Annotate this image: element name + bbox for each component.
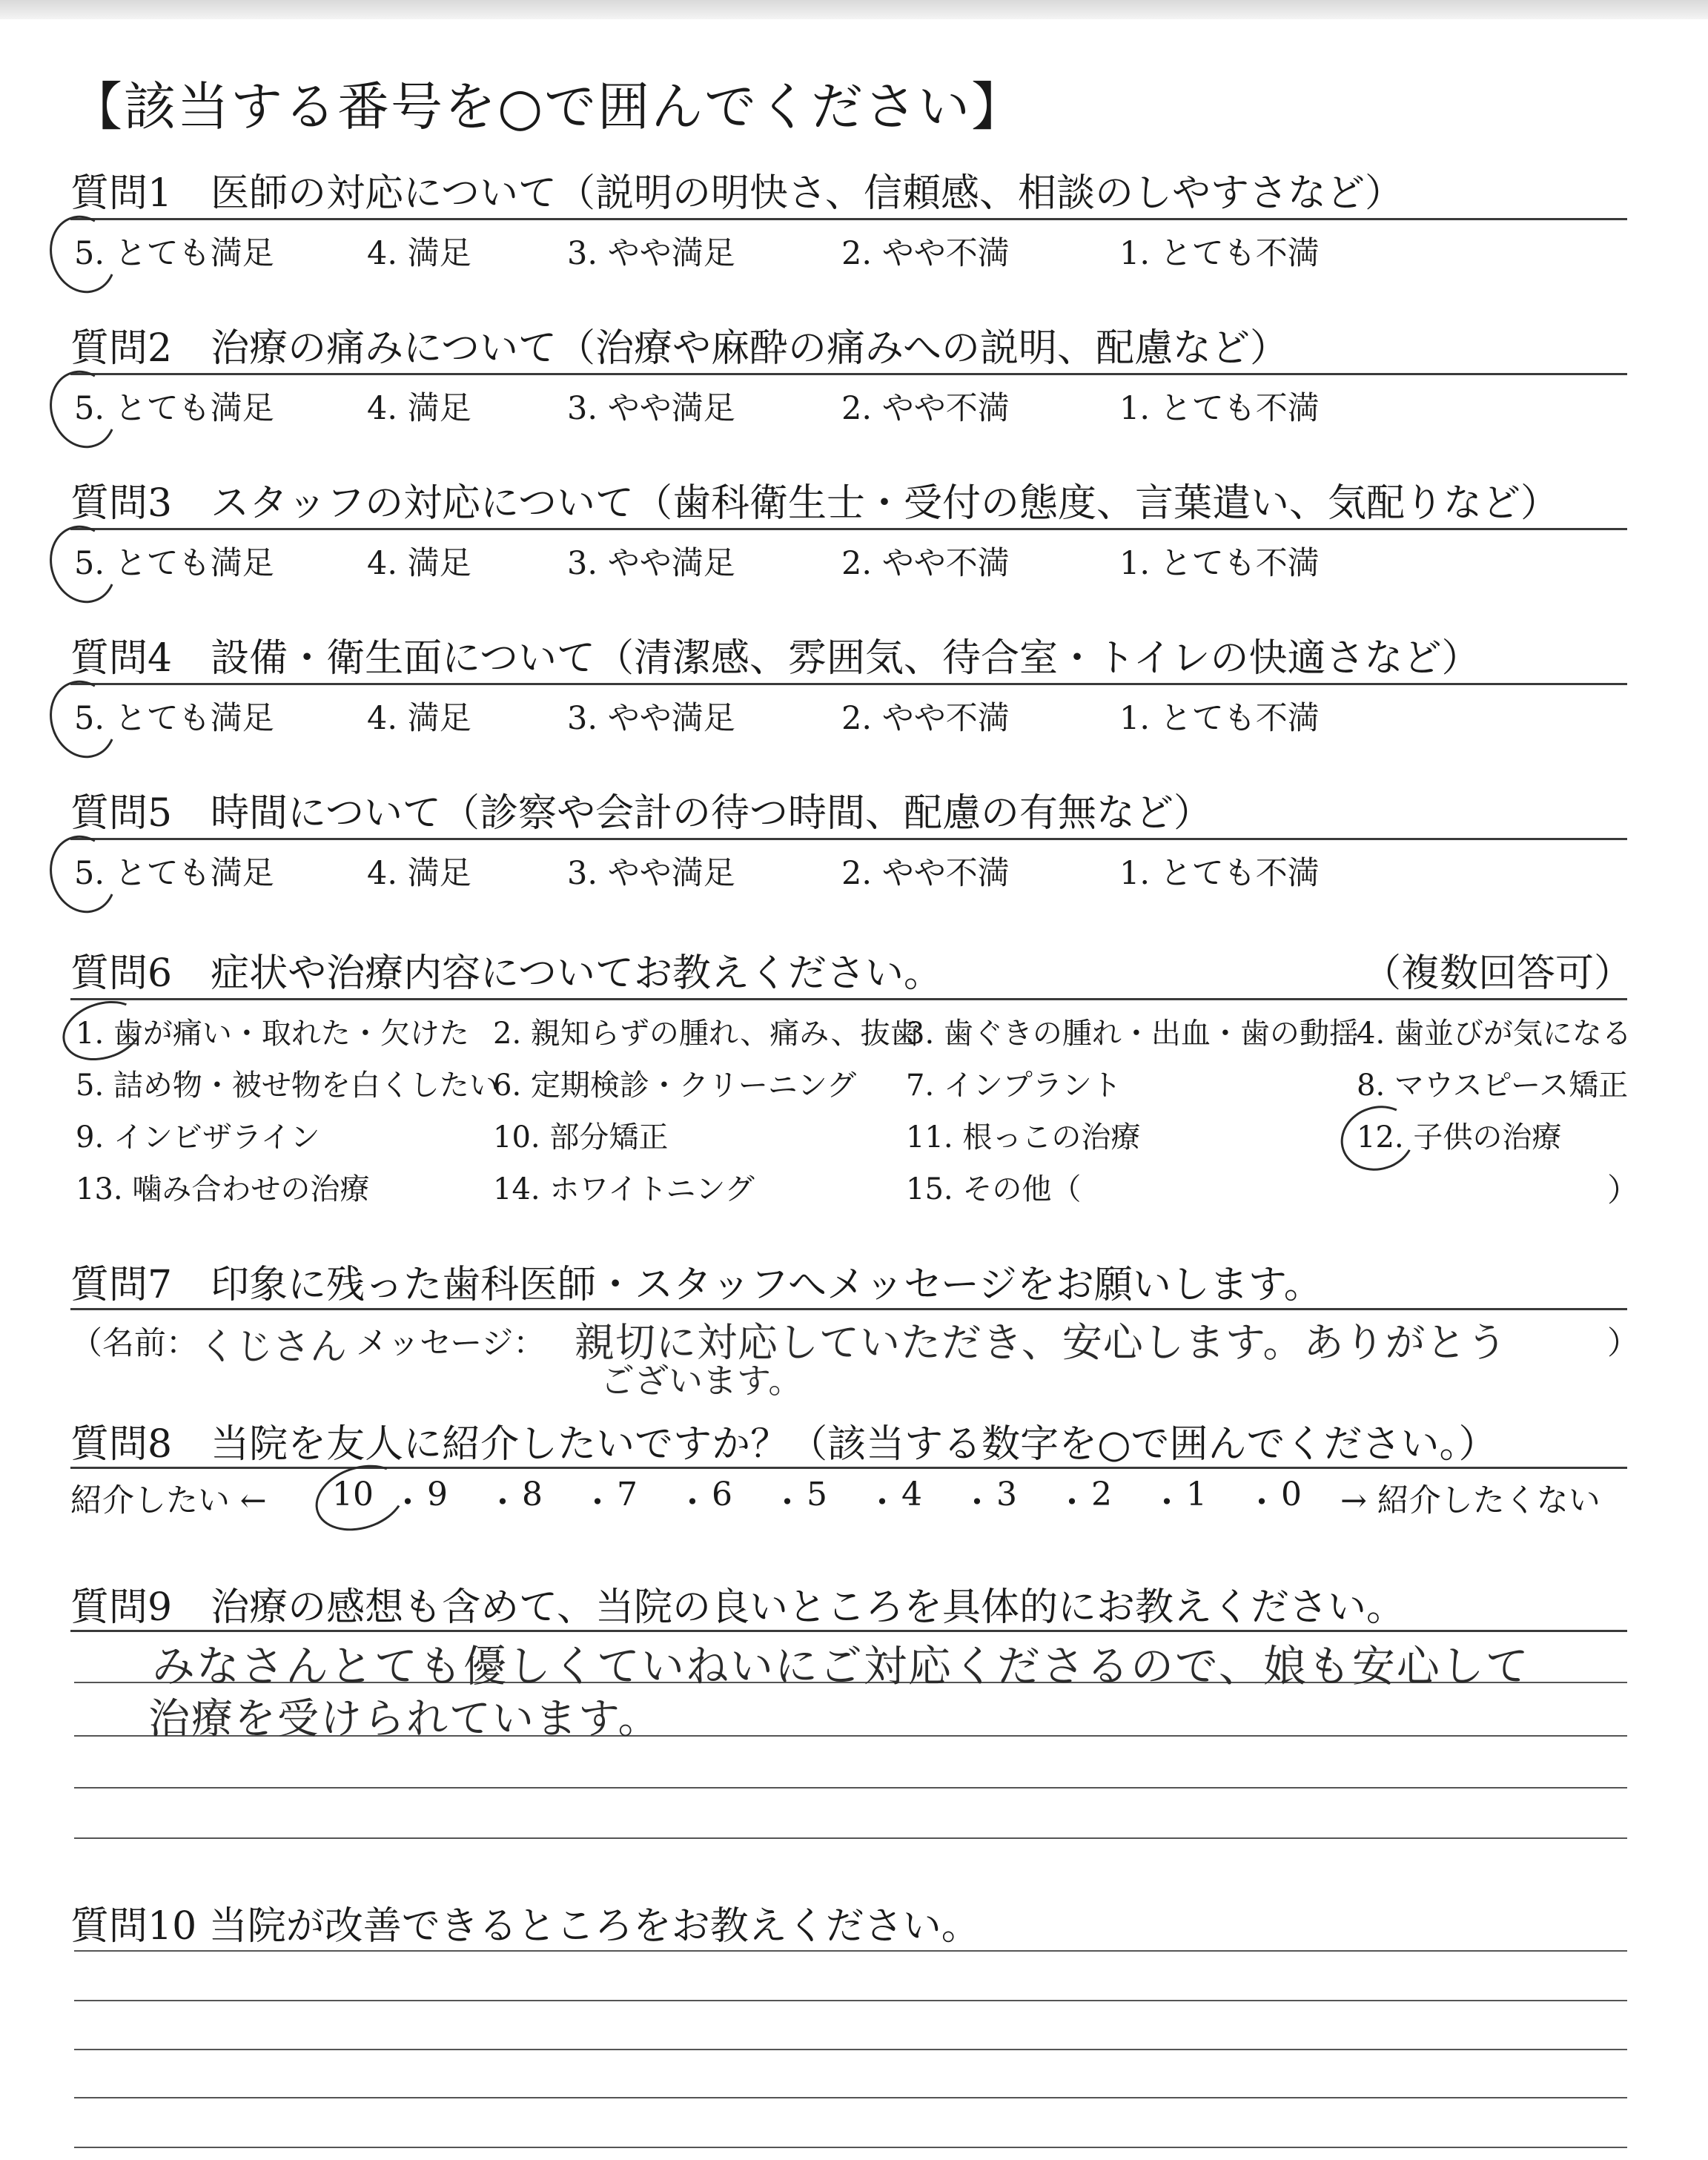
q8-scale-separator: ・ <box>1151 1484 1183 1522</box>
q3-option[interactable]: 1. とても不満 <box>1119 545 1320 582</box>
q6-option[interactable]: 5. 詰め物・被せ物を白くしたい <box>76 1069 499 1103</box>
q2-option[interactable]: 4. 満足 <box>367 390 471 427</box>
q6-option[interactable]: 12. 子供の治療 <box>1357 1120 1562 1155</box>
q3-option[interactable]: 4. 満足 <box>367 545 471 582</box>
q7-message-line2: ございます。 <box>600 1361 803 1401</box>
q6-option[interactable]: 3. 歯ぐきの腫れ・出血・歯の動揺 <box>906 1017 1359 1051</box>
q2-option[interactable]: 5. とても満足 <box>74 390 274 427</box>
q8-scale-number[interactable]: 0 <box>1281 1476 1302 1513</box>
q1-option[interactable]: 4. 満足 <box>367 235 471 272</box>
q7-close-paren: ） <box>1607 1325 1639 1362</box>
form-header: 【該当する番号を○で囲んでください】 <box>70 76 1025 137</box>
q3-option[interactable]: 2. やや不満 <box>841 545 1010 582</box>
q3-rule <box>70 528 1627 530</box>
q6-option[interactable]: 9. インビザライン <box>76 1120 320 1155</box>
q3-selection-circle <box>40 517 126 612</box>
q3-option[interactable]: 5. とても満足 <box>74 545 274 582</box>
q1-selection-circle <box>40 207 126 302</box>
q4-option[interactable]: 1. とても不満 <box>1119 700 1320 737</box>
q2-title: 質問2 治療の痛みについて（治療や麻酔の痛みへの説明、配慮など） <box>70 326 1289 371</box>
q8-scale-separator: ・ <box>1245 1484 1278 1522</box>
q1-option[interactable]: 2. やや不満 <box>841 235 1010 272</box>
q1-option[interactable]: 5. とても満足 <box>74 235 274 272</box>
q2-rule <box>70 373 1627 375</box>
q8-scale-number[interactable]: 4 <box>901 1476 922 1513</box>
q6-option[interactable]: 14. ホワイトニング <box>493 1172 755 1206</box>
q4-selection-circle <box>40 672 126 767</box>
q5-option[interactable]: 5. とても満足 <box>74 855 274 892</box>
q7-message-line1: 親切に対応していただき、安心します。ありがとう <box>575 1319 1508 1366</box>
q4-option[interactable]: 2. やや不満 <box>841 700 1010 737</box>
q6-option[interactable]: 10. 部分矯正 <box>493 1120 669 1155</box>
q8-scale-number[interactable]: 8 <box>522 1476 543 1513</box>
q5-rule <box>70 838 1627 840</box>
q8-scale-number[interactable]: 3 <box>996 1476 1017 1513</box>
q4-rule <box>70 683 1627 685</box>
q7-name-value: くじさん <box>199 1325 347 1368</box>
q8-title: 質問8 当院を友人に紹介したいですか？（該当する数字を○で囲んでください。） <box>70 1422 1497 1467</box>
q8-scale-number[interactable]: 5 <box>807 1476 827 1513</box>
q10-answer-line <box>74 2147 1627 2148</box>
q8-scale-separator: ・ <box>1056 1484 1088 1522</box>
q8-scale-number[interactable]: 7 <box>617 1476 638 1513</box>
q4-option[interactable]: 5. とても満足 <box>74 700 274 737</box>
q2-option[interactable]: 2. やや不満 <box>841 390 1010 427</box>
q10-answer-line <box>74 2000 1627 2001</box>
q5-option[interactable]: 4. 満足 <box>367 855 471 892</box>
q9-answer-line1: みなさんとても優しくていねいにご対応くださるので、娘も安心して <box>152 1641 1530 1691</box>
q3-option[interactable]: 3. やや満足 <box>567 545 735 582</box>
q7-name-label: （名前： <box>70 1325 198 1362</box>
q8-scale-number[interactable]: 1 <box>1186 1476 1207 1513</box>
q8-scale-separator: ・ <box>771 1484 804 1522</box>
q8-scale-separator: ・ <box>676 1484 709 1522</box>
q8-right-label: → 紹介したくない <box>1340 1482 1601 1519</box>
q9-answer-line <box>74 1837 1627 1839</box>
q2-option[interactable]: 1. とても不満 <box>1119 390 1320 427</box>
q1-rule <box>70 218 1627 220</box>
q8-scale-separator: ・ <box>486 1484 519 1522</box>
q8-scale-number[interactable]: 6 <box>712 1476 732 1513</box>
q6-option[interactable]: 6. 定期検診・クリーニング <box>493 1069 857 1103</box>
q8-scale-separator: ・ <box>391 1484 424 1522</box>
q2-option[interactable]: 3. やや満足 <box>567 390 735 427</box>
q9-answer-line <box>74 1787 1627 1789</box>
q6-option[interactable]: 13. 噛み合わせの治療 <box>76 1172 370 1206</box>
q10-answer-line <box>74 2049 1627 2050</box>
scan-edge <box>0 0 1708 19</box>
q6-option[interactable]: 2. 親知らずの腫れ、痛み、抜歯 <box>493 1017 920 1051</box>
q9-answer-line2: 治療を受けられています。 <box>148 1695 661 1743</box>
q6-title: 質問6 症状や治療内容についてお教えください。 <box>70 951 943 996</box>
q5-option[interactable]: 3. やや満足 <box>567 855 735 892</box>
q5-selection-circle <box>40 827 126 922</box>
q6-selection-circle-12 <box>1332 1096 1423 1180</box>
q4-title: 質問4 設備・衛生面について（清潔感、雰囲気、待合室・トイレの快適さなど） <box>70 636 1480 681</box>
q8-scale-number[interactable]: 2 <box>1091 1476 1112 1513</box>
q6-close-paren: ） <box>1607 1172 1639 1209</box>
q10-title: 質問10 当院が改善できるところをお教えください。 <box>70 1904 980 1949</box>
q1-option[interactable]: 3. やや満足 <box>567 235 735 272</box>
q6-rule <box>70 998 1627 1000</box>
q5-option[interactable]: 1. とても不満 <box>1119 855 1320 892</box>
q7-title: 質問7 印象に残った歯科医師・スタッフへメッセージをお願いします。 <box>70 1263 1323 1307</box>
q6-option[interactable]: 7. インプラント <box>906 1069 1122 1103</box>
q8-scale-number[interactable]: 9 <box>427 1476 448 1513</box>
q7-message-label: メッセージ： <box>356 1325 546 1362</box>
q8-scale-separator: ・ <box>581 1484 614 1522</box>
q8-scale-number[interactable]: 10 <box>332 1476 374 1513</box>
q6-option[interactable]: 1. 歯が痛い・取れた・欠けた <box>76 1017 469 1051</box>
q1-option[interactable]: 1. とても不満 <box>1119 235 1320 272</box>
q10-answer-line <box>74 2097 1627 2098</box>
q10-answer-line <box>74 1950 1627 1952</box>
q8-scale-separator: ・ <box>866 1484 898 1522</box>
q6-option[interactable]: 15. その他（ <box>906 1172 1082 1206</box>
q5-option[interactable]: 2. やや不満 <box>841 855 1010 892</box>
q8-left-label: 紹介したい ← <box>70 1482 267 1519</box>
q6-selection-circle-1 <box>55 991 150 1071</box>
q4-option[interactable]: 4. 満足 <box>367 700 471 737</box>
q6-option[interactable]: 8. マウスピース矯正 <box>1357 1069 1629 1103</box>
q8-scale-separator: ・ <box>961 1484 993 1522</box>
q6-option[interactable]: 11. 根っこの治療 <box>906 1120 1141 1155</box>
q8-rule <box>70 1467 1627 1469</box>
q6-note: （複数回答可） <box>1363 951 1633 996</box>
q5-title: 質問5 時間について（診察や会計の待つ時間、配慮の有無など） <box>70 791 1213 836</box>
q4-option[interactable]: 3. やや満足 <box>567 700 735 737</box>
q2-selection-circle <box>40 362 126 457</box>
q7-rule <box>70 1308 1627 1310</box>
q3-title: 質問3 スタッフの対応について（歯科衛生士・受付の態度、言葉遣い、気配りなど） <box>70 481 1560 526</box>
q1-title: 質問1 医師の対応について（説明の明快さ、信頼感、相談のしやすさなど） <box>70 171 1403 216</box>
q6-option[interactable]: 4. 歯並びが気になる <box>1357 1017 1632 1051</box>
q9-title: 質問9 治療の感想も含めて、当院の良いところを具体的にお教えください。 <box>70 1585 1406 1630</box>
